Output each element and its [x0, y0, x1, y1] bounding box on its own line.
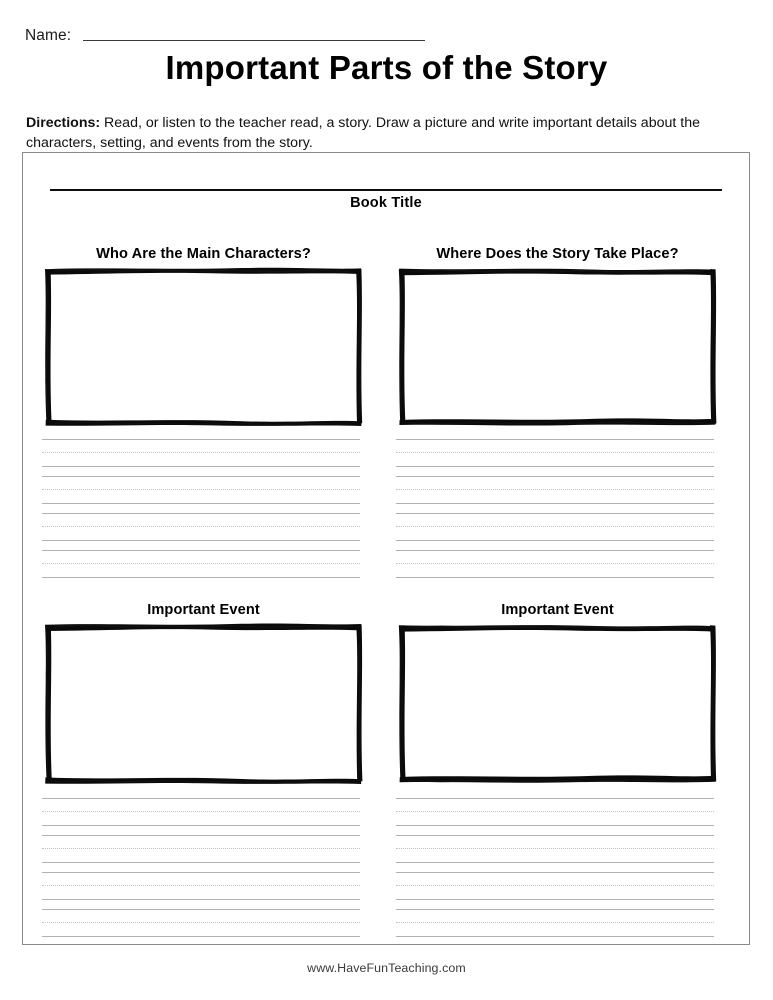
- drawing-box-event-two[interactable]: [396, 621, 719, 787]
- heading-event-two: Important Event: [501, 602, 614, 618]
- rule-line-solid: [42, 936, 360, 937]
- rule-line-dashed: [42, 526, 360, 527]
- line-group[interactable]: [396, 439, 714, 476]
- rule-line-solid: [42, 540, 360, 541]
- line-group[interactable]: [42, 550, 360, 587]
- drawing-box-setting[interactable]: [396, 265, 719, 429]
- heading-main-characters: Who Are the Main Characters?: [96, 246, 311, 262]
- rule-line-solid: [396, 936, 714, 937]
- rule-line-solid: [42, 476, 360, 477]
- line-group[interactable]: [396, 550, 714, 587]
- rule-line-solid: [42, 909, 360, 910]
- name-input-blank[interactable]: [83, 39, 425, 41]
- rule-line-solid: [396, 540, 714, 541]
- rule-line-solid: [396, 550, 714, 551]
- rule-line-dashed: [396, 922, 714, 923]
- rule-line-solid: [396, 798, 714, 799]
- rule-line-solid: [42, 798, 360, 799]
- rule-line-solid: [42, 503, 360, 504]
- rule-line-dashed: [396, 526, 714, 527]
- rule-line-solid: [42, 835, 360, 836]
- rule-line-dashed: [396, 848, 714, 849]
- line-group[interactable]: [396, 909, 714, 946]
- name-label: Name:: [25, 27, 72, 44]
- writing-lines-event-one[interactable]: [42, 798, 360, 946]
- line-group[interactable]: [42, 798, 360, 835]
- rule-line-dashed: [42, 885, 360, 886]
- rule-line-solid: [42, 513, 360, 514]
- directions-label: Directions:: [26, 115, 101, 131]
- rule-line-dashed: [42, 452, 360, 453]
- rule-line-solid: [42, 439, 360, 440]
- line-group[interactable]: [396, 872, 714, 909]
- book-title-write-line[interactable]: [50, 189, 722, 191]
- footer-website: www.HaveFunTeaching.com: [307, 961, 466, 975]
- drawing-box-event-one[interactable]: [42, 621, 365, 787]
- line-group[interactable]: [42, 513, 360, 550]
- line-group[interactable]: [396, 476, 714, 513]
- page-title: Important Parts of the Story: [165, 49, 608, 86]
- rule-line-solid: [42, 872, 360, 873]
- rule-line-solid: [42, 899, 360, 900]
- rule-line-dashed: [396, 563, 714, 564]
- writing-lines-event-two[interactable]: [396, 798, 714, 946]
- rule-line-solid: [396, 439, 714, 440]
- line-group[interactable]: [42, 476, 360, 513]
- heading-event-one: Important Event: [147, 602, 260, 618]
- rule-line-solid: [42, 550, 360, 551]
- line-group[interactable]: [42, 439, 360, 476]
- rule-line-solid: [42, 862, 360, 863]
- book-title-label: Book Title: [350, 195, 422, 211]
- rule-line-solid: [396, 872, 714, 873]
- rule-line-dashed: [42, 811, 360, 812]
- rule-line-solid: [42, 466, 360, 467]
- line-group[interactable]: [42, 835, 360, 872]
- rule-line-solid: [396, 513, 714, 514]
- rule-line-dashed: [42, 922, 360, 923]
- drawing-box-main-characters[interactable]: [42, 265, 365, 429]
- rule-line-solid: [396, 862, 714, 863]
- rule-line-dashed: [396, 452, 714, 453]
- rule-line-solid: [396, 503, 714, 504]
- rule-line-dashed: [42, 848, 360, 849]
- rule-line-solid: [396, 466, 714, 467]
- rule-line-solid: [396, 835, 714, 836]
- line-group[interactable]: [42, 909, 360, 946]
- line-group[interactable]: [396, 513, 714, 550]
- rule-line-solid: [396, 825, 714, 826]
- rule-line-dashed: [396, 885, 714, 886]
- rule-line-solid: [396, 899, 714, 900]
- rule-line-solid: [396, 577, 714, 578]
- rule-line-dashed: [396, 489, 714, 490]
- writing-lines-main-characters[interactable]: [42, 439, 360, 587]
- writing-lines-setting[interactable]: [396, 439, 714, 587]
- line-group[interactable]: [396, 835, 714, 872]
- rule-line-solid: [42, 825, 360, 826]
- heading-setting: Where Does the Story Take Place?: [436, 246, 679, 262]
- rule-line-dashed: [396, 811, 714, 812]
- line-group[interactable]: [42, 872, 360, 909]
- line-group[interactable]: [396, 798, 714, 835]
- rule-line-solid: [396, 909, 714, 910]
- rule-line-solid: [42, 577, 360, 578]
- rule-line-dashed: [42, 489, 360, 490]
- directions-text: Read, or listen to the teacher read, a story. Draw a picture and write important details about the characters, setting, and events from the story.: [26, 115, 700, 151]
- directions-block: [26, 114, 748, 153]
- rule-line-solid: [396, 476, 714, 477]
- rule-line-dashed: [42, 563, 360, 564]
- name-row: [25, 20, 425, 44]
